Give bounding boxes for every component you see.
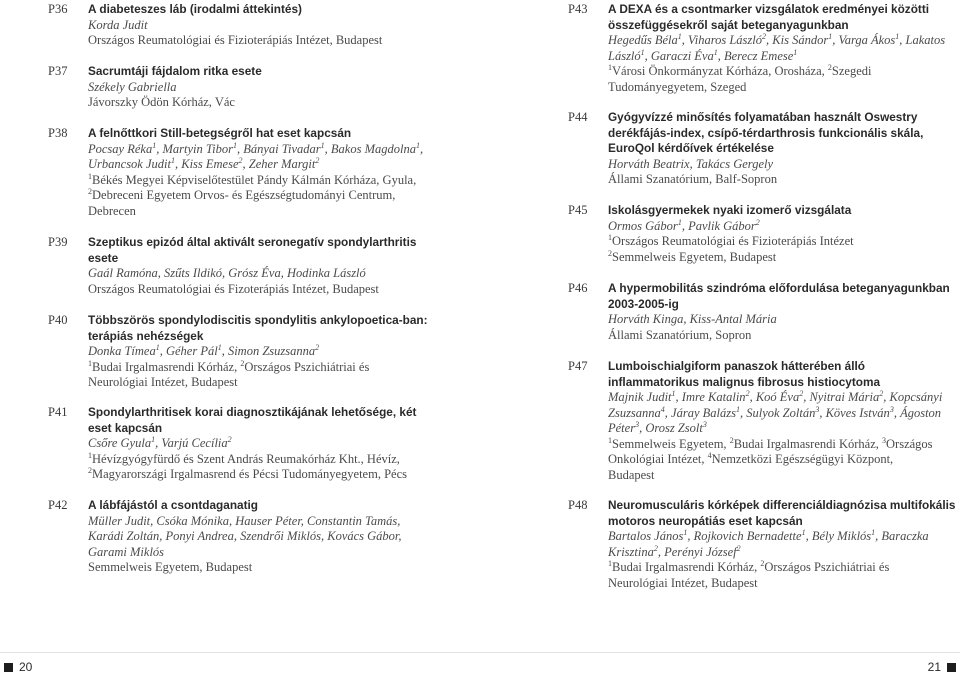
abstract-body (88, 126, 448, 219)
abstract-affiliation-line: Jávorszky Ödön Kórház, Vác (88, 95, 235, 109)
abstract-authors-line: Garami Miklós (88, 544, 165, 559)
abstract-authors-line: Horváth Kinga, Kiss-Antal Mária (608, 312, 777, 326)
abstract-title-line: motoros neuropátiás eset kapcsán (608, 513, 803, 528)
abstract-affiliation-line: $^1$Budai Irgalmasrendi Kórház, $^2$Országos Pszichiátriai és (88, 358, 370, 374)
abstract-number: P47 (568, 359, 588, 373)
abstract-title-line: A DEXA és a csontmarker vizsgálatok eredményei közötti (608, 2, 930, 16)
abstract-authors-line: Horváth Beatrix, Takács Gergely (608, 156, 774, 171)
square-bullet-icon (947, 663, 956, 672)
abstract-number: P44 (568, 110, 588, 124)
abstract-title-line: EuroQol kérdőívek értékelése (608, 141, 774, 155)
abstract-authors-line: László$^1$, Garaczi Éva$^1$, Berecz Emese$^1$ (608, 47, 798, 63)
abstract-authors-line: Korda Judit (88, 17, 148, 32)
abstract-authors-line: Pocsay Réka$^1$, Martyin Tibor$^1$, Bányai Tivadar$^1$, Bakos Magdolna$^1$, (88, 140, 424, 156)
abstract-authors-line: Bartalos János$^1$, Rojkovich Bernadette$^1$, Bély Miklós$^1$, Baraczka (608, 527, 929, 543)
abstract-body (88, 64, 448, 111)
abstract-body (608, 110, 960, 188)
abstract-number: P42 (48, 498, 68, 512)
abstract-affiliation-line: $^1$Országos Reumatológiai és Fizioterápiás Intézet (608, 232, 854, 248)
abstract-title-line: A lábfájástól a csontdaganatig (88, 498, 258, 512)
abstract-affiliation-line: Neurológiai Intézet, Budapest (608, 575, 758, 590)
abstract-title-line: terápiás nehézségek (88, 328, 204, 343)
abstract-affiliation-line: Országos Reumatológiai és Fizoterápiás Intézet, Budapest (88, 281, 379, 296)
abstract-affiliation-line: Országos Reumatológiai és Fizioterápiás Intézet, Budapest (88, 33, 383, 47)
abstract-title-line: A diabeteszes láb (irodalmi áttekintés) (88, 2, 302, 16)
abstract-authors-line: Urbancsok Judit$^1$, Kiss Emese$^2$, Zeher Margit$^2$ (88, 155, 320, 171)
abstract-affiliation-line: Állami Szanatórium, Balf-Sopron (608, 172, 778, 186)
abstract-affiliation-line: $^2$Magyarországi Irgalmasrend és Pécsi Tudományegyetem, Pécs (88, 465, 407, 481)
abstract-title-line: eset kapcsán (88, 420, 163, 435)
abstract-title-line: Iskolásgyermekek nyaki izomerő vizsgálata (608, 203, 852, 217)
page-number-right: 21 (927, 660, 941, 674)
abstract-affiliation-line: $^1$Semmelweis Egyetem, $^2$Budai Irgalmasrendi Kórház, $^3$Országos (608, 435, 933, 451)
abstract-title-line: Neuromusculáris kórképek differenciáldiagnózisa multifokális (608, 498, 956, 512)
abstract-number: P45 (568, 203, 588, 217)
abstract-number: P38 (48, 126, 68, 140)
abstract-title-line: 2003-2005-ig (608, 296, 679, 311)
abstract-authors-line: Hegedűs Béla$^1$, Viharos László$^2$, Kis Sándor$^1$, Varga Ákos$^1$, Lakatos (608, 31, 946, 47)
abstract-body (88, 2, 448, 49)
abstract-affiliation-line: Semmelweis Egyetem, Budapest (88, 560, 253, 574)
abstract-number: P37 (48, 64, 68, 78)
abstract-number: P40 (48, 313, 68, 327)
footer-left (4, 660, 32, 674)
abstract-title-line: Spondylarthritisek korai diagnosztikájának lehetősége, két (88, 405, 417, 419)
abstract-affiliation-line: Onkológiai Intézet, $^4$Nemzetközi Egészségügyi Központ, (608, 450, 894, 466)
abstract-body (608, 281, 960, 343)
abstract-body (608, 203, 960, 265)
footer-right (928, 660, 956, 674)
abstract-authors-line: Krisztina$^2$, Perényi József$^2$ (608, 543, 741, 559)
abstract-body (88, 235, 448, 297)
abstract-affiliation-line: Neurológiai Intézet, Budapest (88, 375, 238, 389)
abstract-title-line: esete (88, 250, 119, 265)
abstract-title-line: Sacrumtáji fájdalom ritka esete (88, 64, 262, 78)
abstract-title-line: Többszörös spondylodiscitis spondylitis ankylopoetica-ban: (88, 313, 428, 327)
abstract-title-line: inflammatorikus malignus fibrosus histiocytoma (608, 374, 881, 389)
abstract-affiliation-line: Állami Szanatórium, Sopron (608, 327, 752, 342)
abstract-affiliation-line: $^1$Budai Irgalmasrendi Kórház, $^2$Országos Pszichiátriai és (608, 558, 890, 574)
abstract-title-line: derékfájás-index, csípő-térdarthrosis funkcionális skála, (608, 125, 924, 140)
abstract-title-line: A felnőttkori Still-betegségről hat eset kapcsán (88, 126, 352, 140)
abstract-number: P39 (48, 235, 68, 249)
abstract-authors-line: Péter$^3$, Orosz Zsolt$^3$ (608, 419, 707, 435)
abstract-number: P43 (568, 2, 588, 16)
abstract-affiliation-line: $^2$Semmelweis Egyetem, Budapest (608, 248, 777, 264)
abstract-affiliation-line: Budapest (608, 467, 655, 482)
abstract-authors-line: Csőre Gyula$^1$, Varjú Cecília$^2$ (88, 434, 232, 450)
abstract-body (88, 405, 448, 483)
abstract-authors-line: Donka Tímea$^1$, Géher Pál$^1$, Simon Zsuzsanna$^2$ (88, 342, 320, 358)
abstract-affiliation-line: $^1$Békés Megyei Képviselőtestület Pándy Kálmán Kórháza, Gyula, (88, 171, 417, 187)
abstract-authors-line: Zsuzsanna$^4$, Járay Balázs$^1$, Sulyok Zoltán$^3$, Köves István$^3$, Ágoston (608, 404, 942, 420)
abstract-affiliation-line: $^1$Hévízgyógyfürdő és Szent András Reumakórház Kht., Hévíz, (88, 450, 400, 466)
abstract-number: P48 (568, 498, 588, 512)
page-number-left: 20 (19, 660, 33, 674)
abstract-title-line: Lumboischialgiform panaszok hátterében álló (608, 359, 865, 373)
abstract-title-line: Szeptikus epizód által aktivált seronegatív spondylarthritis (88, 235, 417, 249)
abstract-number: P46 (568, 281, 588, 295)
abstract-affiliation-line: Tudományegyetem, Szeged (608, 79, 747, 94)
abstract-body (608, 498, 960, 591)
abstract-authors-line: Gaál Ramóna, Szűts Ildikó, Grósz Éva, Hodinka László (88, 266, 366, 280)
abstract-body (88, 313, 448, 391)
abstract-title-line: Gyógyvízzé minősítés folyamatában használt Oswestry (608, 110, 918, 124)
abstract-number: P36 (48, 2, 68, 16)
abstract-title-line: összefüggésekről saját beteganyagunkban (608, 17, 849, 32)
abstract-affiliation-line: $^1$Városi Önkormányzat Kórháza, Orosháza, $^2$Szegedi (608, 62, 872, 78)
abstract-body (88, 498, 448, 576)
footer-divider (0, 652, 960, 653)
square-bullet-icon (4, 663, 13, 672)
abstract-body (608, 359, 960, 483)
abstract-affiliation-line: $^2$Debreceni Egyetem Orvos- és Egészségtudományi Centrum, (88, 186, 396, 202)
abstract-title-line: A hypermobilitás szindróma előfordulása beteganyagunkban (608, 281, 950, 295)
abstract-authors-line: Majnik Judit$^1$, Imre Katalin$^2$, Koó Éva$^2$, Nyitrai Mária$^2$, Kopcsányi (608, 388, 943, 404)
abstract-authors-line: Karádi Zoltán, Ponyi Andrea, Szendrői Miklós, Kovács Gábor, (88, 529, 402, 543)
abstract-affiliation-line: Debrecen (88, 203, 136, 218)
abstract-authors-line: Ormos Gábor$^1$, Pavlik Gábor$^2$ (608, 217, 760, 233)
abstract-number: P41 (48, 405, 68, 419)
abstract-authors-line: Müller Judit, Csóka Mónika, Hauser Péter, Constantin Tamás, (88, 513, 401, 528)
abstract-authors-line: Székely Gabriella (88, 79, 177, 94)
abstract-body (608, 2, 960, 95)
